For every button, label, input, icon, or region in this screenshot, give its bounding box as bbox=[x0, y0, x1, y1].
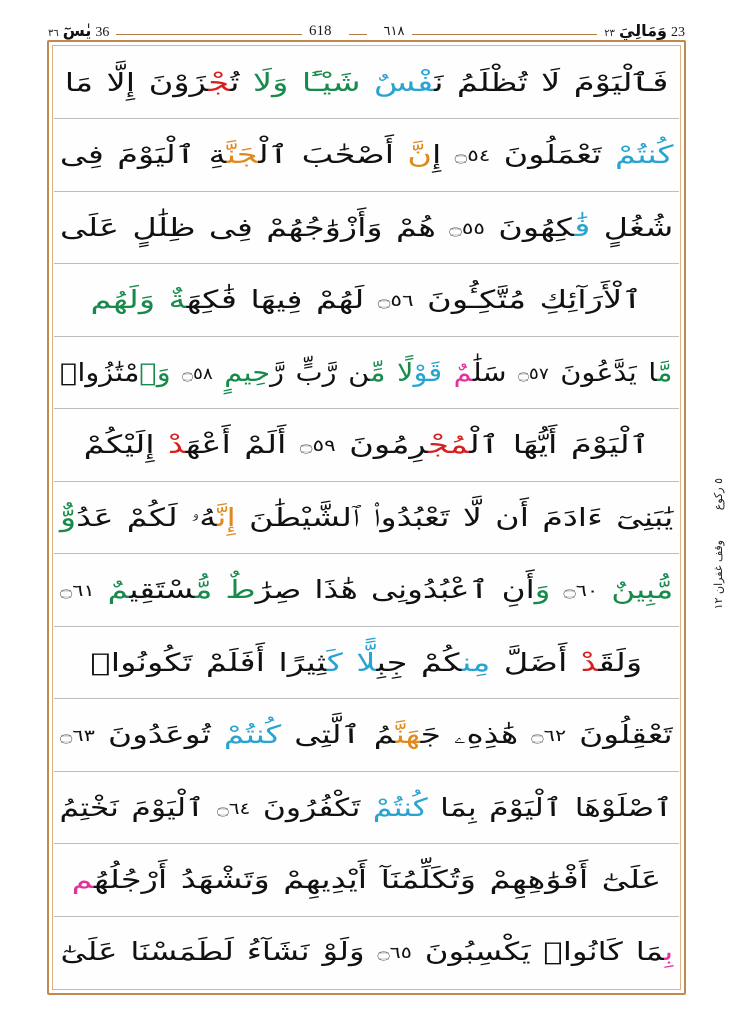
ayah-text bbox=[60, 211, 673, 245]
juz-info bbox=[604, 21, 685, 41]
tajweed-segment: هَٰذِهِۦ جَ bbox=[420, 720, 532, 750]
tajweed-segment: عَلَىٰٓ أَفْوَٰهِهِمْ وَتُكَلِّمُنَآ أَيْدِيهِمْ وَتَشْهَدُ أَرْجُلُهُ bbox=[94, 865, 662, 895]
header-rule-left bbox=[116, 34, 302, 35]
header-rule-mid bbox=[349, 34, 367, 35]
ayah-number-marker: ۝٦٢ bbox=[531, 726, 567, 746]
ayah-number-marker: ۝٥٤ bbox=[454, 146, 491, 166]
ayah-number-marker: ۝٦٣ bbox=[60, 726, 96, 746]
ayah-line[interactable] bbox=[54, 192, 679, 264]
tajweed-segment: مٍ bbox=[213, 357, 244, 387]
waqf-ghufran-marker: وقف غفران ١٢ bbox=[712, 540, 725, 610]
tajweed-segment: كُمْ جِبِ bbox=[376, 647, 463, 677]
tajweed-segment bbox=[95, 575, 108, 604]
tajweed-segment: ٱصْلَوْهَا ٱلْيَوْمَ بِمَا bbox=[428, 792, 674, 822]
tajweed-segment: إِ bbox=[431, 140, 455, 170]
juz-number-arabic: ٢٣ bbox=[604, 28, 615, 39]
tajweed-segment: جْ bbox=[208, 67, 231, 97]
tajweed-segment: جَنَّ bbox=[226, 140, 259, 170]
tajweed-segment: لًّا bbox=[356, 647, 377, 677]
ayah-number-marker: ۝٥٧ bbox=[518, 363, 549, 383]
tajweed-segment: ٱلْأَرَآئِكِ مُتَّكِـُٔونَ bbox=[413, 285, 643, 315]
tajweed-segment: ثِيرًا أَفَلَمْ تَكُونُوا۟ bbox=[90, 647, 327, 677]
tajweed-segment: تَكْفُرُونَ bbox=[250, 792, 374, 822]
tajweed-segment: أَصْحَٰبَ ٱلْ bbox=[258, 140, 408, 170]
tajweed-segment: ٱلْيَوْمَ نَخْتِمُ bbox=[59, 792, 218, 822]
tajweed-segment: وَلَ bbox=[128, 285, 169, 315]
ayah-line[interactable] bbox=[54, 119, 679, 191]
tajweed-segment: مْتَٰزُوا۟ bbox=[60, 357, 140, 387]
ayah-line[interactable] bbox=[54, 844, 679, 916]
ayah-lines-container bbox=[54, 47, 679, 988]
surah-name-arabic: يٰسٓ bbox=[62, 21, 92, 40]
surah-info bbox=[48, 21, 109, 41]
tajweed-segment: مُجْ bbox=[427, 430, 470, 460]
ayah-line[interactable] bbox=[54, 337, 679, 409]
tajweed-segment: إِلَيْكُمْ bbox=[83, 430, 168, 460]
ayah-text bbox=[60, 791, 673, 825]
tajweed-segment: زَوْنَ إِلَّا مَا bbox=[64, 67, 209, 97]
tajweed-segment: مُ ٱلَّتِى bbox=[281, 720, 396, 750]
tajweed-segment: هَنَّ bbox=[395, 720, 421, 750]
tajweed-segment: يَٰبَنِىٓ ءَادَمَ أَن لَّا تَعْبُدُوا۟ ٱلشَّيْطَٰنَ bbox=[235, 502, 674, 532]
ayah-line[interactable] bbox=[54, 699, 679, 771]
ayah-line[interactable] bbox=[54, 627, 679, 699]
juz-name-arabic: وَمَالِيَ bbox=[618, 21, 667, 40]
ayah-number-marker: ۝٦٠ bbox=[563, 581, 599, 601]
tajweed-segment: تُمْ bbox=[224, 720, 256, 750]
page-number-latin: 618 bbox=[309, 22, 332, 39]
tajweed-segment: شَيْـًٔا bbox=[301, 67, 374, 97]
ruku-marker: ٥ ركوع bbox=[712, 478, 725, 511]
ayah-text bbox=[91, 646, 643, 680]
tajweed-segment: فْسٌ bbox=[373, 67, 434, 97]
tajweed-segment: تَعْقِلُونَ bbox=[566, 720, 673, 750]
tajweed-segment: مٌ bbox=[453, 357, 474, 387]
tajweed-segment: مُّبِي bbox=[635, 575, 674, 605]
ayah-line[interactable] bbox=[54, 409, 679, 481]
ayah-text bbox=[60, 356, 672, 390]
tajweed-segment: م bbox=[71, 865, 95, 895]
tajweed-segment: ةٌ bbox=[168, 285, 187, 315]
tajweed-segment: طٌ bbox=[225, 575, 256, 605]
tajweed-segment: مُّ bbox=[194, 575, 226, 605]
tajweed-segment: بِ bbox=[663, 937, 673, 967]
tajweed-segment: هُمْ وَأَزْوَٰجُهُمْ فِى ظِلَٰلٍ عَلَى bbox=[59, 212, 450, 242]
tajweed-segment: أَلَمْ أَعْهَ bbox=[185, 430, 300, 460]
tajweed-segment: رِمُونَ bbox=[335, 430, 428, 460]
tajweed-segment: تَعْمَلُونَ bbox=[490, 140, 615, 170]
tajweed-segment: كُن bbox=[647, 140, 674, 170]
tajweed-segment: أَضَلَّ bbox=[490, 647, 581, 677]
ayah-number-marker: ۝٥٦ bbox=[377, 291, 414, 311]
ayah-text bbox=[60, 935, 673, 969]
tajweed-segment: وَلَقَ bbox=[598, 647, 643, 677]
ayah-text bbox=[65, 66, 669, 100]
page-number-arabic: ٦١٨ bbox=[383, 23, 405, 39]
tajweed-segment: نٌ bbox=[611, 575, 636, 605]
ayah-text bbox=[84, 428, 650, 462]
ayah-number-marker: ۝٥٩ bbox=[299, 436, 336, 456]
ayah-text bbox=[60, 138, 674, 172]
tajweed-segment: شُغُلٍ bbox=[590, 212, 674, 242]
tajweed-segment bbox=[598, 575, 611, 604]
tajweed-segment: تُمْ bbox=[373, 792, 404, 822]
tajweed-segment: ن رَّبٍّ رَّ bbox=[270, 357, 371, 387]
ayah-text bbox=[60, 501, 673, 535]
tajweed-segment: فَٰ bbox=[574, 212, 591, 242]
ayah-line[interactable] bbox=[54, 554, 679, 626]
tajweed-segment: هُم bbox=[90, 285, 129, 315]
tajweed-segment: مَا كَانُوا۟ يَكْسِبُونَ bbox=[411, 937, 664, 967]
ayah-text bbox=[91, 283, 642, 317]
ayah-line[interactable] bbox=[54, 47, 679, 119]
tajweed-segment: سَلَٰ bbox=[473, 357, 519, 387]
tajweed-segment: أَنِ ٱعْبُدُونِى هَٰذَا صِرَٰ bbox=[255, 575, 535, 605]
ayah-number-marker: ۝٦٤ bbox=[217, 798, 251, 818]
surah-number-arabic: ٣٦ bbox=[47, 28, 59, 39]
tajweed-segment: هُۥ لَكُمْ عَدُ bbox=[75, 502, 218, 532]
tajweed-segment: وَٱ bbox=[139, 357, 183, 387]
tajweed-segment: فَٱلْيَوْمَ لَا تُظْلَمُ نَ bbox=[434, 67, 669, 97]
tajweed-segment: لَهُمْ فِيهَا فَٰكِهَ bbox=[186, 285, 378, 315]
tajweed-segment: ةِ ٱلْيَوْمَ فِى bbox=[59, 140, 227, 170]
page-number-group bbox=[309, 23, 404, 40]
tajweed-segment: حِي bbox=[243, 357, 271, 387]
tajweed-segment: وٌّ bbox=[59, 502, 76, 532]
tajweed-segment: دْ bbox=[580, 647, 599, 677]
header-rule-right bbox=[412, 34, 598, 35]
ayah-line[interactable] bbox=[54, 482, 679, 554]
ayah-number-marker: ۝٥٨ bbox=[182, 363, 214, 383]
ayah-number-marker: ۝٦١ bbox=[59, 581, 95, 601]
tajweed-segment: دْ bbox=[167, 430, 186, 460]
tajweed-segment: ٱلْيَوْمَ أَيُّهَا ٱلْ bbox=[469, 430, 650, 460]
ayah-text bbox=[60, 718, 673, 752]
ayah-number-marker: ۝٦٥ bbox=[377, 943, 412, 963]
ayah-text bbox=[60, 573, 673, 607]
tajweed-segment: ا يَدَّعُونَ bbox=[548, 357, 658, 387]
tajweed-segment: تُوعَدُونَ bbox=[95, 720, 225, 750]
surah-number-latin: 36 bbox=[95, 25, 110, 40]
tajweed-segment: قَوْ bbox=[413, 357, 454, 387]
tajweed-segment: تُمْ bbox=[614, 140, 648, 170]
ayah-line[interactable] bbox=[54, 772, 679, 844]
tajweed-segment: إِنَّ bbox=[217, 502, 236, 532]
tajweed-segment: مِن bbox=[462, 647, 491, 677]
tajweed-segment: كُن bbox=[255, 720, 282, 750]
tajweed-segment: كِهُونَ bbox=[484, 212, 575, 242]
tajweed-segment: مٌ bbox=[107, 575, 130, 605]
tajweed-segment: سْتَقِي bbox=[129, 575, 195, 605]
tajweed-segment: كُن bbox=[403, 792, 429, 822]
tajweed-segment: مَّ bbox=[657, 357, 673, 387]
tajweed-segment: وَلَوْ نَشَآءُ لَطَمَسْنَا عَلَىٰٓ bbox=[60, 937, 378, 967]
tajweed-segment: تُ bbox=[230, 67, 253, 97]
ayah-number-marker: ۝٥٥ bbox=[449, 219, 485, 238]
ayah-line[interactable] bbox=[54, 264, 679, 336]
tajweed-segment: كَ bbox=[326, 647, 357, 677]
tajweed-segment: وَ bbox=[534, 575, 564, 605]
tajweed-segment: وَلَا bbox=[252, 67, 302, 97]
juz-number-latin: 23 bbox=[671, 25, 685, 40]
tajweed-segment: مِّ bbox=[370, 357, 398, 387]
tajweed-segment: نَّ bbox=[407, 140, 432, 170]
tajweed-segment: لًا bbox=[397, 357, 414, 387]
ayah-line[interactable] bbox=[54, 917, 679, 988]
ayah-text bbox=[72, 863, 662, 897]
